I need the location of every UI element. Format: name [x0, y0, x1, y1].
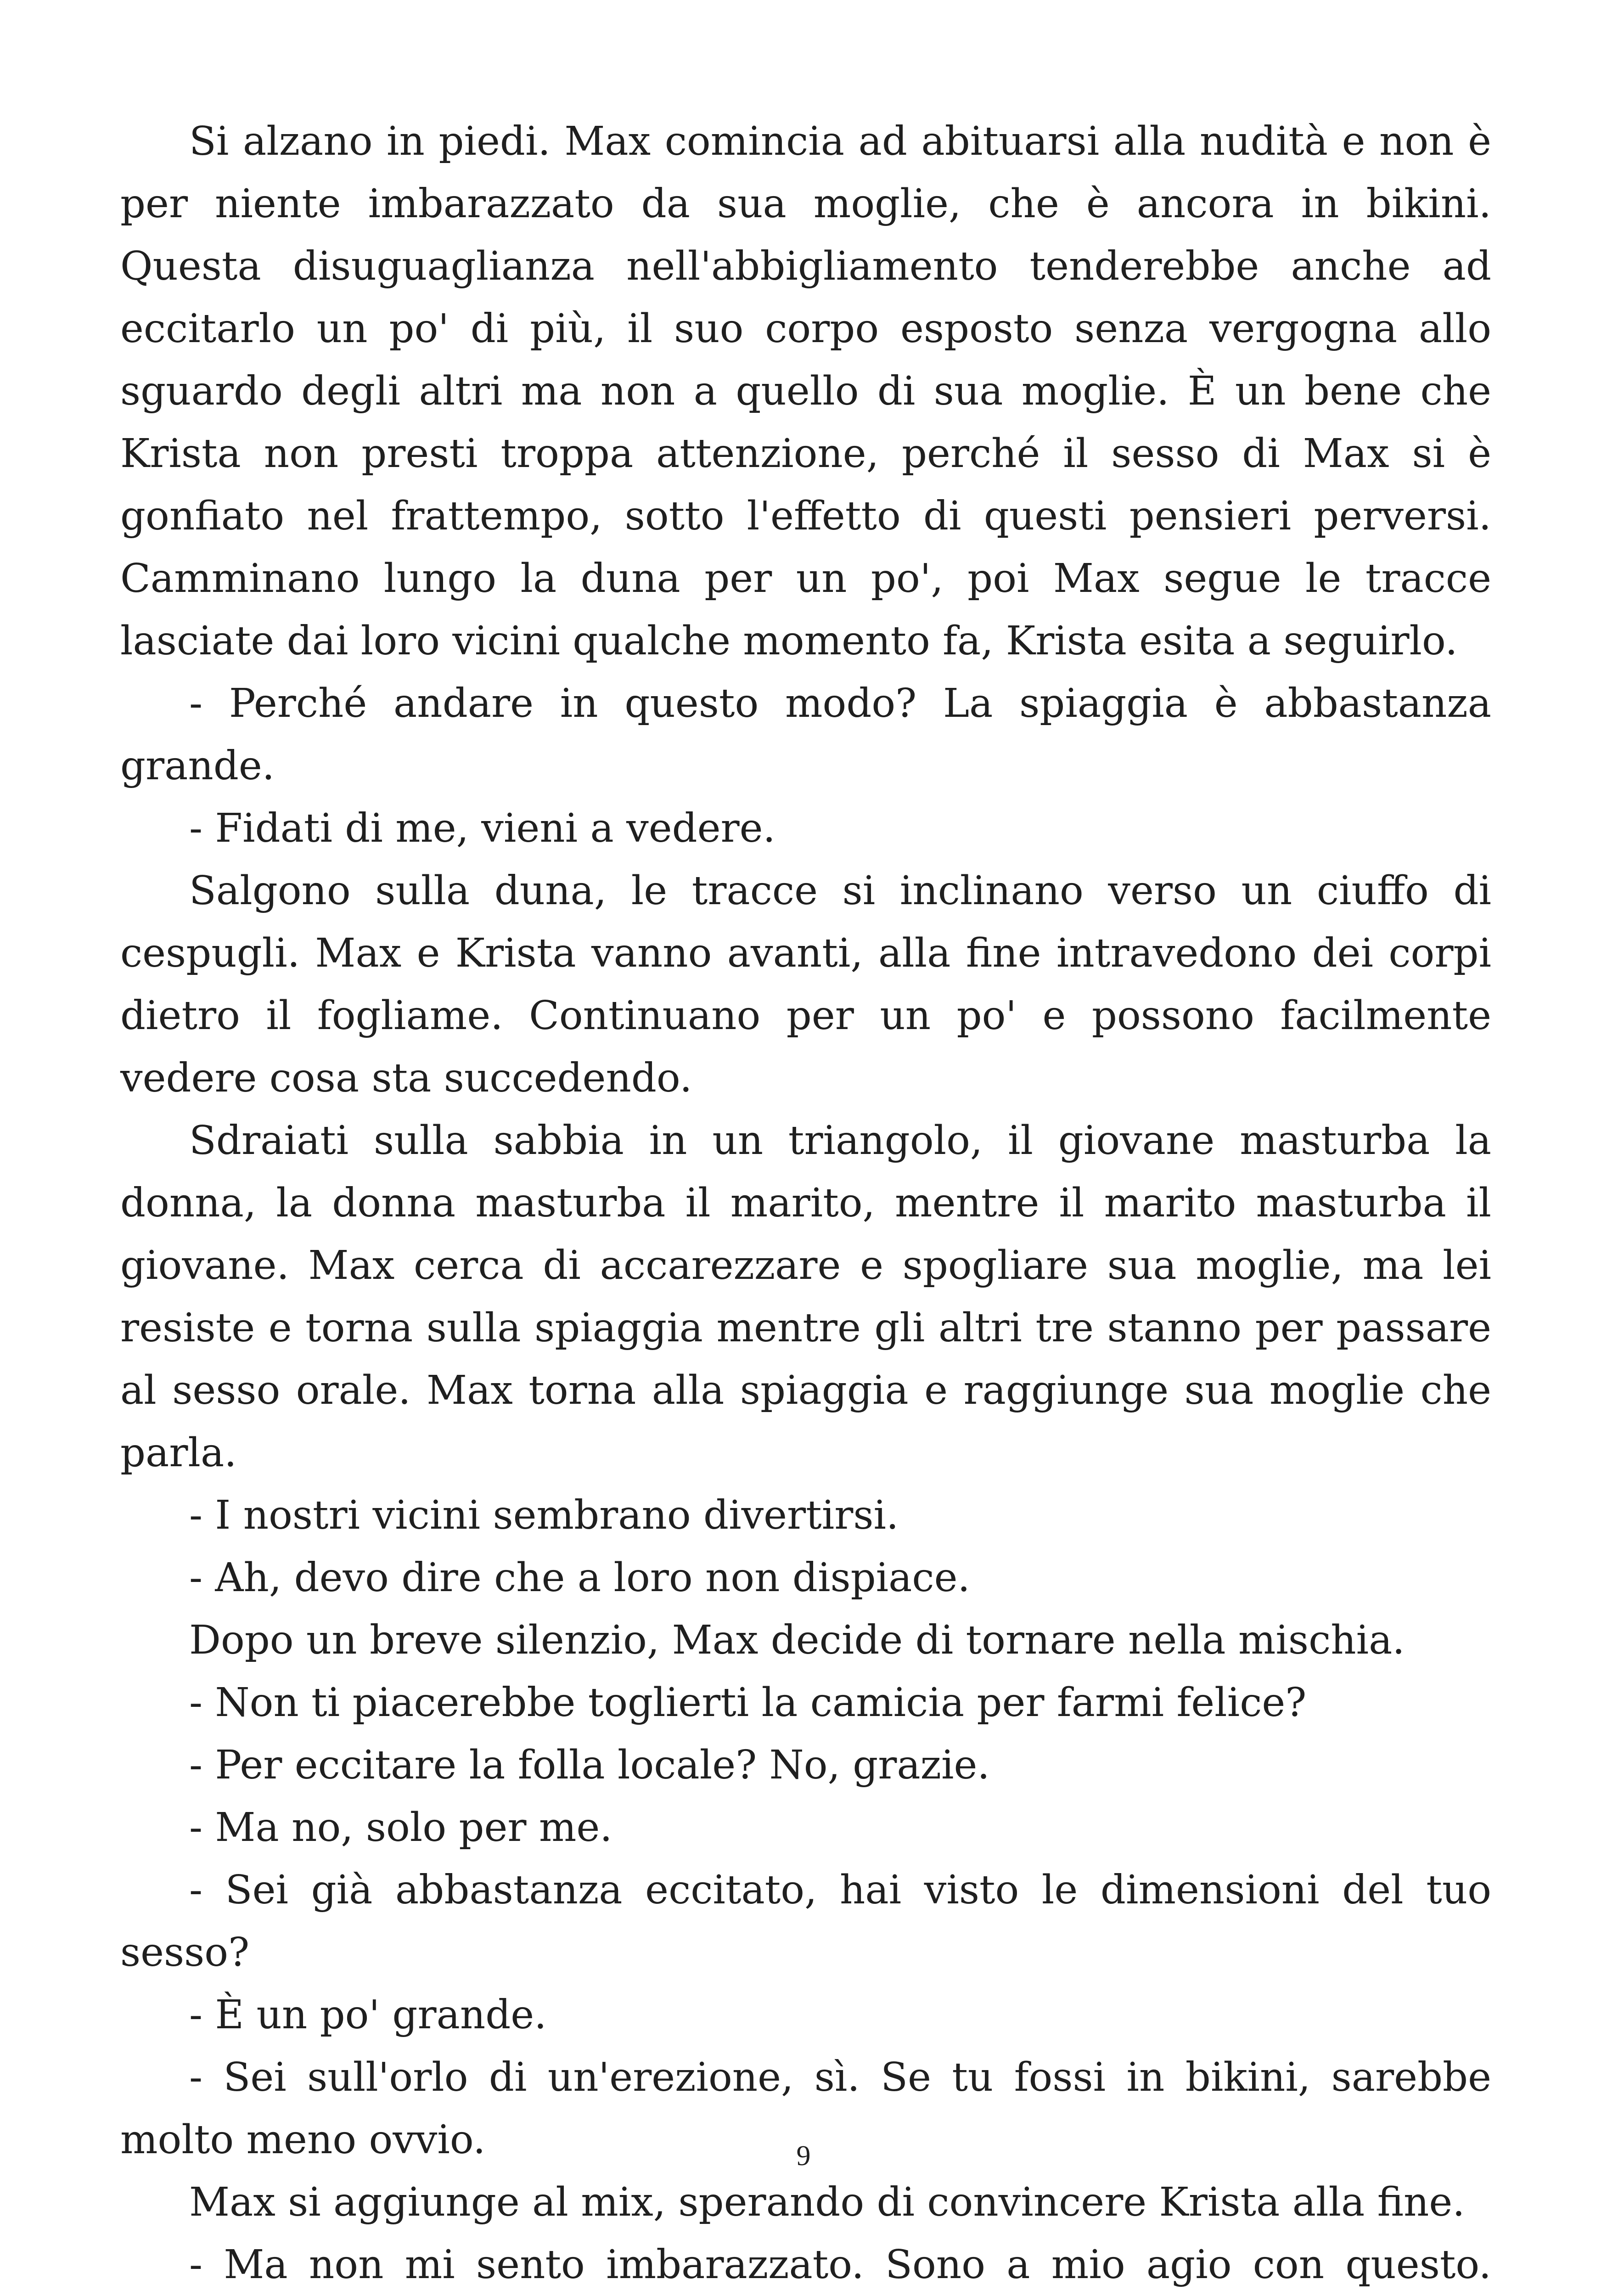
paragraph: Dopo un breve silenzio, Max decide di tornare nella mischia.: [189, 1617, 1405, 1663]
dialogue-line: - Fidati di me, vieni a vedere.: [189, 805, 775, 851]
paragraph: Sdraiati sulla sabbia in un triangolo, il giovane masturba la donna, la donna masturba il marito, mentre il marito masturba il giovane. Max cerca di accarezzare e spogliare sua moglie, ma lei resiste e torna sulla spiaggia mentre gli altri tre stanno per passare al sesso orale. Max torna alla spiaggia e raggiunge sua moglie che parla.: [120, 1118, 1491, 1476]
dialogue-line: - Perché andare in questo modo? La spiaggia è abbastanza grande.: [120, 681, 1491, 789]
paragraph: Si alzano in piedi. Max comincia ad abituarsi alla nudità e non è per niente imbarazzato da sua moglie, che è ancora in bikini. Questa disuguaglianza nell'abbigliamento tenderebbe anche ad eccitarlo un po' di più, il suo corpo esposto senza vergogna allo sguardo degli altri ma non a quello di sua moglie. È un bene che Krista non presti troppa attenzione, perché il sesso di Max si è gonfiato nel frattempo, sotto l'effetto di questi pensieri perversi. Camminano lungo la duna per un po', poi Max segue le tracce lasciate dai loro vicini qualche momento fa, Krista esita a seguirlo.: [120, 118, 1491, 664]
page-number: 9: [796, 2140, 811, 2172]
dialogue-line: - Ah, devo dire che a loro non dispiace.: [189, 1555, 970, 1601]
dialogue-line: - Per eccitare la folla locale? No, grazie.: [189, 1742, 990, 1788]
dialogue-line: - I nostri vicini sembrano divertirsi.: [189, 1492, 899, 1538]
dialogue-line: - Sei già abbastanza eccitato, hai visto le dimensioni del tuo sesso?: [120, 1867, 1491, 1975]
dialogue-line: - È un po' grande.: [189, 1992, 547, 2038]
page-body: [120, 110, 1491, 2296]
dialogue-line: - Non ti piacerebbe toglierti la camicia per farmi felice?: [189, 1680, 1307, 1726]
paragraph: Max si aggiunge al mix, sperando di convincere Krista alla fine.: [189, 2179, 1465, 2225]
paragraph: Salgono sulla duna, le tracce si inclinano verso un ciuffo di cespugli. Max e Krista vanno avanti, alla fine intravedono dei corpi dietro il fogliame. Continuano per un po' e possono facilmente vedere cosa sta succedendo.: [120, 868, 1491, 1101]
dialogue-line: - Ma no, solo per me.: [189, 1805, 612, 1851]
dialogue-line: - Ma non mi sento imbarazzato. Sono a mio agio con questo.: [189, 2242, 1491, 2288]
dialogue-line: - Sei sull'orlo di un'erezione, sì. Se tu fossi in bikini, sarebbe molto meno ovvio.: [120, 2054, 1491, 2163]
